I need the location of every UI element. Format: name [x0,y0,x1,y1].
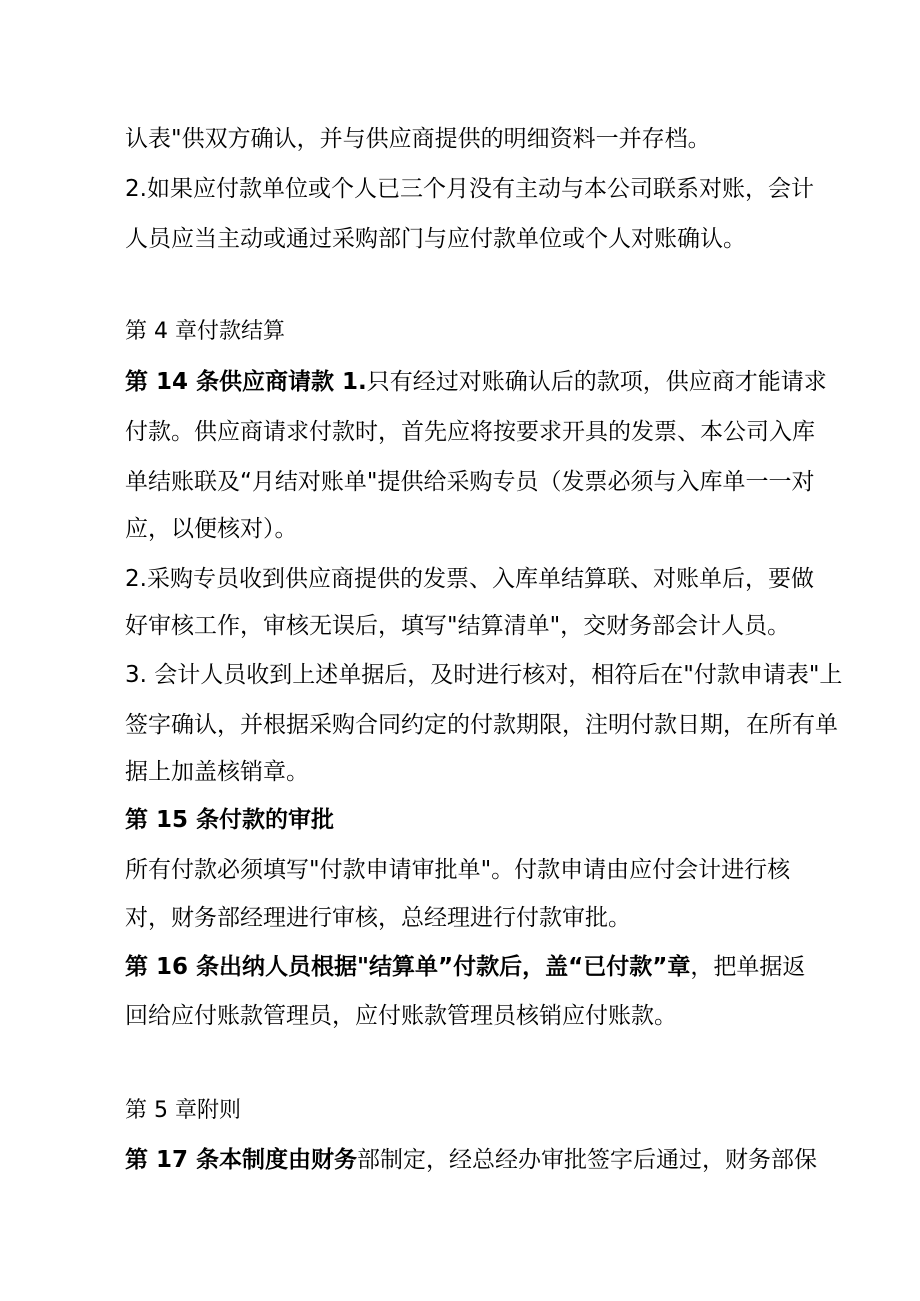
article-line: 第 14 条供应商请款 1.只有经过对账确认后的款项，供应商才能请求 [125,369,827,395]
article-title: 第 14 条供应商请款 1. [125,369,367,395]
paragraph-line: 签字确认，并根据采购合同约定的付款期限，注明付款日期，在所有单 [125,712,838,738]
paragraph-line: 据上加盖核销章。 [125,759,309,785]
chapter-heading: 第 4 章付款结算 [125,319,285,344]
paragraph-line: 认表"供双方确认，并与供应商提供的明细资料一并存档。 [125,126,711,152]
article-title: 第 15 条付款的审批 [125,807,335,833]
article-title: 第 16 条出纳人员根据"结算单”付款后，盖“已付款”章 [125,954,691,980]
paragraph-line: 3. 会计人员收到上述单据后，及时进行核对，相符后在"付款申请表"上 [125,662,843,688]
paragraph-line: 2.如果应付款单位或个人已三个月没有主动与本公司联系对账，会计 [125,176,814,202]
paragraph-line: 人员应当主动或通过采购部门与应付款单位或个人对账确认。 [125,226,746,252]
paragraph-line: 2.采购专员收到供应商提供的发票、入库单结算联、对账单后，要做 [125,566,814,592]
paragraph-line: 应，以便核对）。 [125,516,298,542]
paragraph-line: 对，财务部经理进行审核，总经理进行付款审批。 [125,905,631,931]
article-line [125,803,845,837]
article-line: 第 17 条本制度由财务部制定，经总经办审批签字后通过，财务部保 [125,1147,818,1173]
paragraph-line: 所有付款必须填写"付款申请审批单"。付款申请由应付会计进行核 [125,857,791,883]
paragraph-line: 付款。供应商请求付款时，首先应将按要求开具的发票、本公司入库 [125,419,815,445]
paragraph-line: 单结账联及“月结对账单"提供给采购专员（发票必须与入库单一一对 [125,469,815,495]
paragraph-line: 好审核工作，审核无误后，填写"结算清单"，交财务部会计人员。 [125,613,791,639]
article-title: 第 17 条本制度由财务 [125,1147,358,1173]
paragraph-line: 回给应付账款管理员，应付账款管理员核销应付账款。 [125,1003,677,1029]
chapter-heading: 第 5 章附则 [125,1098,241,1123]
article-line: 第 16 条出纳人员根据"结算单”付款后，盖“已付款”章，把单据返 [125,954,806,980]
